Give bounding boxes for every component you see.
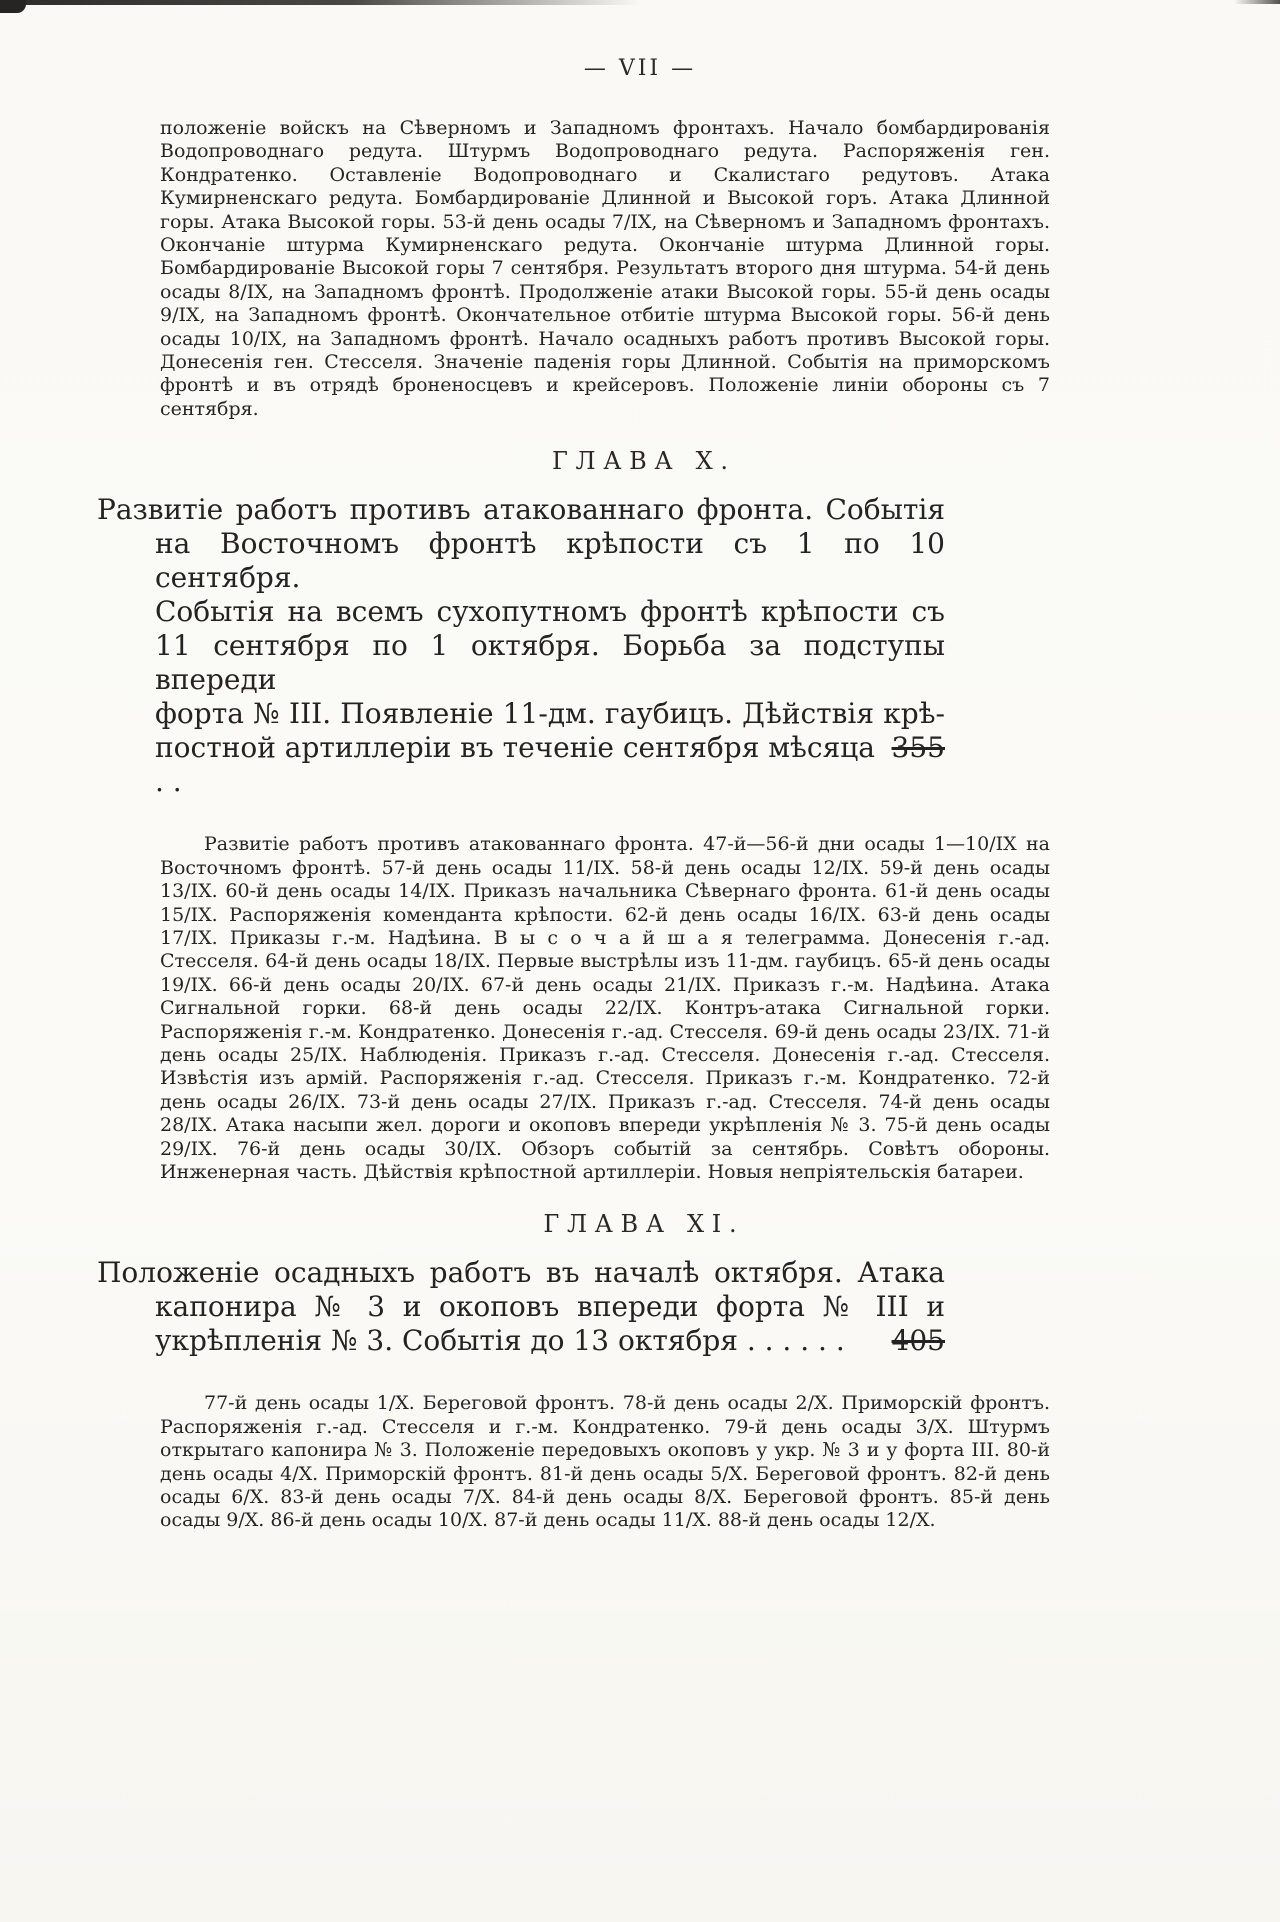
chapter-xi-title <box>97 1256 945 1358</box>
chapter-x-title-line: постной артиллеріи въ теченіе сентября мѣсяца . . <box>155 731 875 799</box>
chapter-x-title-line: Событія на всемъ сухопутномъ фронтѣ крѣпости съ <box>155 595 945 629</box>
scan-artifact-top-left-corner <box>0 0 26 13</box>
scan-artifact-top-right-edge <box>1234 0 1280 4</box>
chapter-xi-summary: 77-й день осады 1/X. Береговой фронтъ. 78-й день осады 2/X. Приморскій фронтъ. Распоряженія г.-ад. Стесселя и г.-м. Кондратенко. 79-й день осады 3/X. Штурмъ открытаго капонира № 3. Положеніе передовыхъ окоповъ у укр. № 3 и у форта III. 80-й день осады 4/X. Приморскій фронтъ. 81-й день осады 5/X. Береговой фронтъ. 82-й день осады 6/X. 83-й день осады 7/X. 84-й день осады 8/X. Береговой фронтъ. 85-й день осады 9/X. 86-й день осады 10/X. 87-й день осады 11/X. 88-й день осады 12/X. <box>160 1392 1050 1532</box>
chapter-x-title-last-line <box>97 731 945 799</box>
scan-artifact-top-edge <box>0 0 640 5</box>
chapter-x-summary: Развитіе работъ противъ атакованнаго фронта. 47-й—56-й дни осады 1—10/IX на Восточномъ фронтѣ. 57-й день осады 11/IX. 58-й день осады 12/IX. 59-й день осады 13/IX. 60-й день осады 14/IX. Приказъ начальника Сѣвернаго фронта. 61-й день осады 15/IX. Распоряженія коменданта крѣпости. 62-й день осады 16/IX. 63-й день осады 17/IX. Приказы г.-м. Надѣина. В ы с о ч а й ш а я телеграмма. Донесенія г.-ад. Стесселя. 64-й день осады 18/IX. Первые выстрѣлы изъ 11-дм. гаубицъ. 65-й день осады 19/IX. 66-й день осады 20/IX. 67-й день осады 21/IX. Приказъ г.-м. Надѣина. Атака Сигнальной горки. 68-й день осады 22/IX. Контръ-атака Сигнальной горки. Распоряженія г.-м. Кондратенко. Донесенія г.-ад. Стесселя. 69-й день осады 23/IX. 71-й день осады 25/IX. Наблюденія. Приказъ г.-ад. Стесселя. Донесенія г.-ад. Стесселя. Извѣстія изъ армій. Распоряженія г.-ад. Стесселя. Приказъ г.-м. Кондратенко. 72-й день осады 26/IX. 73-й день осады 27/IX. Приказъ г.-ад. Стесселя. 74-й день осады 28/IX. Атака насыпи жел. дороги и окоповъ впереди укрѣпленія № 3. 75-й день осады 29/IX. 76-й день осады 30/IX. Обзоръ событій за сентябрь. Совѣтъ обороны. Инженерная часть. Дѣйствія крѣпостной артиллеріи. Новыя непріятельскія батареи. <box>160 833 1050 1183</box>
chapter-xi-title-line: Положеніе осадныхъ работъ въ началѣ октября. Атака <box>97 1256 945 1290</box>
chapter-x-title-line: 11 сентября по 1 октября. Борьба за подступы впереди <box>155 629 945 697</box>
chapter-ix-summary-continuation: положеніе войскъ на Сѣверномъ и Западномъ фронтахъ. Начало бомбардированія Водопроводнаго редута. Штурмъ Водопроводнаго редута. Распоряженія ген. Кондратенко. Оставленіе Водопроводнаго и Скалистаго редутовъ. Атака Кумирненскаго редута. Бомбардированіе Длинной и Высокой горъ. Атака Длинной горы. Атака Высокой горы. 53-й день осады 7/IX, на Сѣверномъ и Западномъ фронтахъ. Окончаніе штурма Кумирненскаго редута. Окончаніе штурма Длинной горы. Бомбардированіе Высокой горы 7 сентября. Результатъ второго дня штурма. 54-й день осады 8/IX, на Западномъ фронтѣ. Продолженіе атаки Высокой горы. 55-й день осады 9/IX, на Западномъ фронтѣ. Окончательное отбитіе штурма Высокой горы. 56-й день осады 10/IX, на Западномъ фронтѣ. Начало осадныхъ работъ противъ Высокой горы. Донесенія ген. Стесселя. Значеніе паденія горы Длинной. Событія на приморскомъ фронтѣ и въ отрядѣ броненосцевъ и крейсеровъ. Положеніе линіи обороны съ 7 сентября. <box>160 117 1050 420</box>
chapter-xi-page-number: 405 <box>891 1324 945 1358</box>
chapter-x-page-number: 355 <box>891 731 945 765</box>
chapter-x-entry <box>0 447 1280 1184</box>
chapter-xi-title-last-line <box>97 1324 945 1358</box>
chapter-xi-title-line: укрѣпленія № 3. Событія до 13 октября . . . . . . <box>155 1324 845 1358</box>
chapter-x-title-line: на Восточномъ фронтѣ крѣпости съ 1 по 10 сентября. <box>155 527 945 595</box>
page-number-header: — VII — <box>583 56 697 81</box>
chapter-x-title-line: форта № III. Появленіе 11-дм. гаубицъ. Дѣйствія крѣ- <box>155 697 945 731</box>
chapter-x-title <box>97 493 945 799</box>
chapter-x-title-line: Развитіе работъ противъ атакованнаго фронта. Событія <box>97 493 945 527</box>
chapter-xi-title-line: капонира № 3 и окоповъ впереди форта № III и <box>155 1290 945 1324</box>
chapter-x-heading: ГЛАВА X. <box>551 447 736 476</box>
chapter-xi-heading: ГЛАВА XI. <box>543 1210 745 1239</box>
chapter-xi-entry <box>0 1210 1280 1532</box>
